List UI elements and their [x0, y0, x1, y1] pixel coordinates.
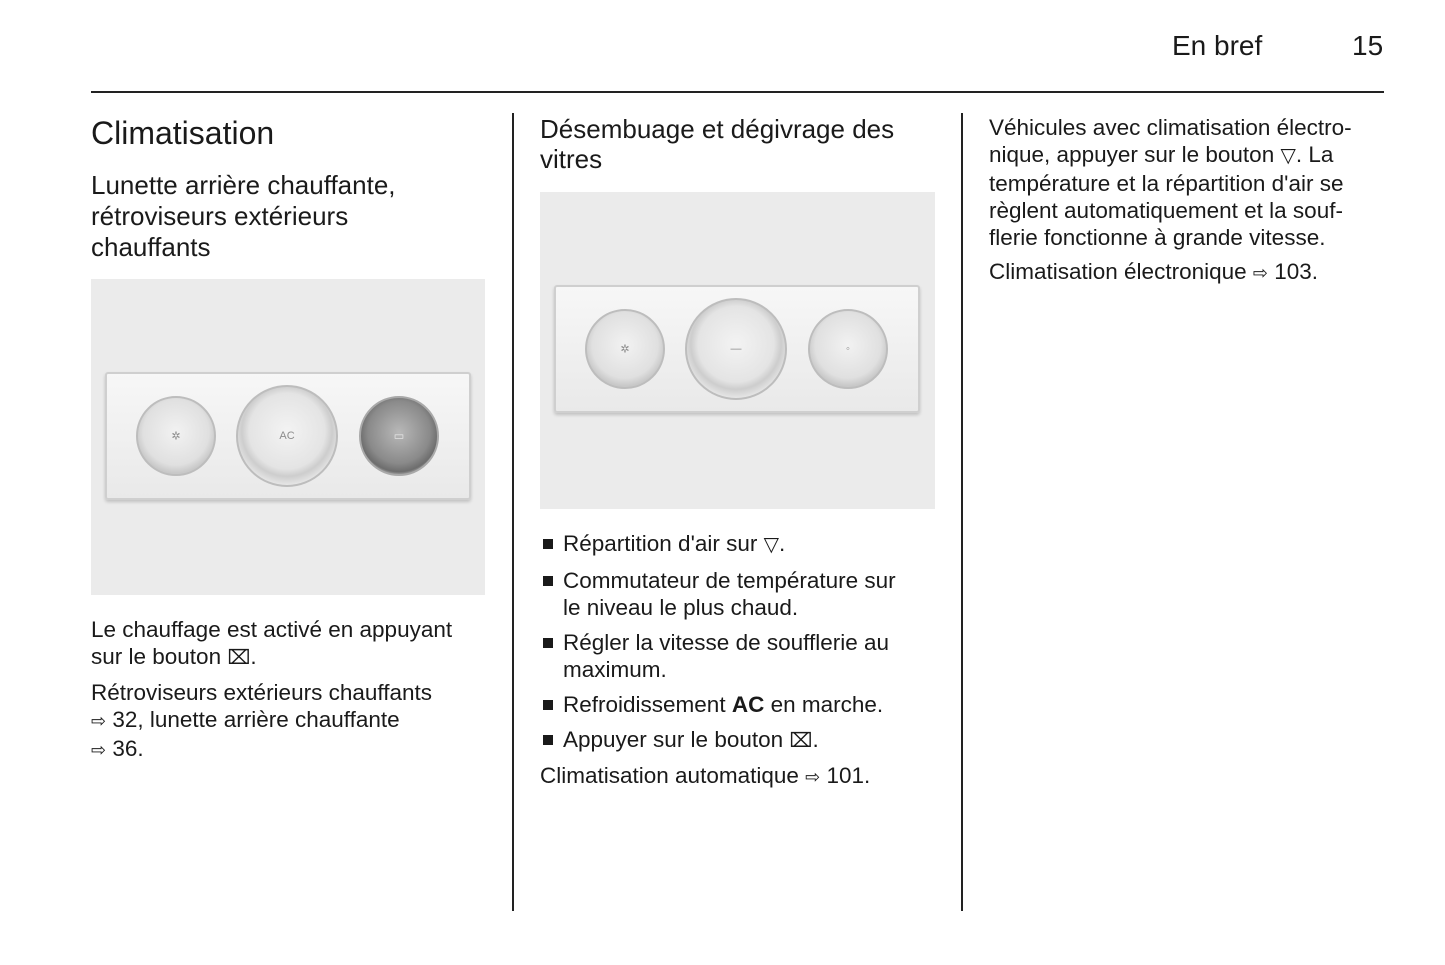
- column-3: [989, 114, 1384, 287]
- subtitle-line: chauffants: [91, 232, 211, 262]
- paragraph-electronic: [989, 114, 1384, 251]
- text-line: Rétroviseurs extérieurs chauffants: [91, 680, 432, 705]
- subsection-title: [540, 114, 940, 174]
- windshield-defrost-icon: ▽: [763, 534, 780, 556]
- text-line: 36.: [112, 736, 144, 761]
- col2-text: [540, 530, 940, 791]
- text-line: température et la répartition d'air se: [989, 171, 1344, 196]
- text-line: Le chauffage est activé en appuyant: [91, 617, 453, 642]
- reference-electronic: [989, 258, 1384, 287]
- text-line: Répartition d'air sur: [563, 531, 758, 556]
- fan-icon: ✲: [620, 343, 630, 356]
- rear-defrost-icon: ⌧: [789, 730, 813, 752]
- text-line: en marche.: [770, 692, 884, 717]
- page-reference: 101.: [826, 763, 871, 788]
- text-line: Climatisation électronique: [989, 259, 1247, 284]
- procedure-list: [540, 530, 940, 755]
- left-knob: [585, 309, 665, 389]
- subsection-title: [91, 170, 491, 263]
- rear-defrost-icon: ▭: [393, 430, 405, 443]
- reference-arrow-icon: ⇨: [1252, 263, 1268, 283]
- column-1: [91, 114, 491, 761]
- paragraph-heating: Le chauffage est activé en appuyant sur le bouton ⌧.: [91, 617, 453, 669]
- subtitle-line: Lunette arrière chauffante,: [91, 170, 396, 200]
- air-distribution-icon: ◦: [846, 343, 850, 355]
- text-line: 32, lunette arrière chauffante: [112, 707, 400, 732]
- left-knob: [136, 396, 216, 476]
- right-knob-highlighted: [359, 396, 439, 476]
- middle-knob: [685, 298, 787, 400]
- header-section-title: En bref: [1172, 30, 1263, 61]
- header-page-number: 15: [1352, 30, 1384, 61]
- climate-control-illustration: [91, 279, 485, 595]
- reference-arrow-icon: ⇨: [805, 767, 821, 787]
- text-line: règlent automatiquement et la souf-: [989, 198, 1343, 223]
- list-item: [540, 567, 940, 621]
- text-line: Commutateur de température sur: [563, 568, 896, 593]
- list-item: [540, 629, 940, 683]
- text-line: Véhicules avec climatisation électro-: [989, 115, 1352, 140]
- control-panel: [105, 372, 471, 500]
- column-divider-1: [512, 113, 514, 911]
- text-line: le niveau le plus chaud.: [563, 595, 799, 620]
- paragraph-references: [91, 679, 491, 764]
- page-reference: 103.: [1274, 259, 1319, 284]
- text-line: nique, appuyer sur le bouton: [989, 142, 1275, 167]
- climate-control-illustration: [540, 192, 935, 509]
- subtitle-line: rétroviseurs extérieurs: [91, 201, 349, 231]
- fan-icon: ✲: [171, 430, 181, 443]
- text-line: Refroidissement: [563, 692, 726, 717]
- text-line: . La: [1295, 142, 1334, 167]
- text-line: Régler la vitesse de soufflerie au: [563, 630, 890, 655]
- ac-label: AC: [731, 692, 765, 717]
- col1-text: [91, 616, 491, 764]
- title-line: Désembuage et dégivrage des: [540, 114, 895, 144]
- section-title: Climatisation: [91, 115, 275, 151]
- right-knob: [808, 309, 888, 389]
- list-item: Appuyer sur le bouton ⌧.: [540, 726, 940, 755]
- list-item: [540, 691, 940, 718]
- column-divider-2: [961, 113, 963, 911]
- title-line: vitres: [540, 144, 603, 174]
- reference-arrow-icon: ⇨: [91, 740, 107, 760]
- text-line: maximum.: [563, 657, 667, 682]
- windshield-defrost-icon: ▽: [1280, 145, 1296, 167]
- text-line: flerie fonctionne à grande vitesse.: [989, 225, 1326, 250]
- list-item: Répartition d'air sur ▽.: [540, 530, 940, 559]
- text-line: Appuyer sur le bouton: [563, 727, 784, 752]
- text-line: sur le bouton: [91, 644, 222, 669]
- ac-label: AC: [279, 430, 295, 442]
- reference-arrow-icon: ⇨: [91, 711, 107, 731]
- reference-automatic: [540, 762, 940, 791]
- rear-defrost-icon: ⌧: [227, 647, 251, 669]
- control-panel: [554, 285, 920, 413]
- temperature-mark-icon: —: [730, 343, 742, 355]
- header-divider: [91, 91, 1384, 93]
- middle-knob: [236, 385, 338, 487]
- text-line: Climatisation automatique: [540, 763, 799, 788]
- column-2: [540, 114, 940, 788]
